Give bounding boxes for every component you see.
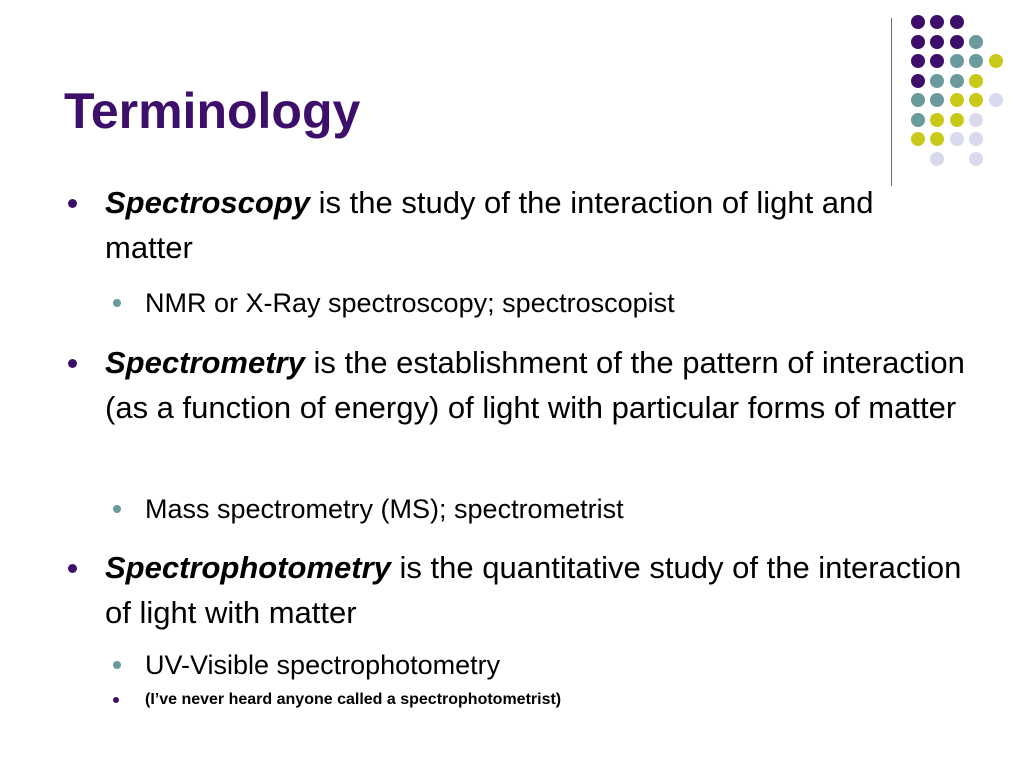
dot (989, 93, 1003, 107)
definition-spectrophotometry: is the quantitative study of the interaction of light with matter (105, 550, 962, 630)
dot (930, 93, 944, 107)
dot (930, 54, 944, 68)
dot (930, 15, 944, 29)
title-divider-line (891, 18, 892, 186)
definition-spectrometry: is the establishment of the pattern of interaction (as a function of energy) of light with particular forms of matter (105, 345, 965, 425)
dot (950, 132, 964, 146)
bullet-spectrometry (105, 340, 965, 430)
sub-bullet-dot (113, 661, 121, 669)
subitem-text: Mass spectrometry (MS); spectrometrist (145, 494, 624, 524)
sub-bullet-dot (113, 697, 119, 703)
subitem-text: NMR or X-Ray spectroscopy; spectroscopist (145, 288, 675, 318)
dot (950, 54, 964, 68)
bullet-dot (68, 564, 77, 573)
dot (911, 113, 925, 127)
dot (950, 93, 964, 107)
dot (989, 54, 1003, 68)
dot (950, 35, 964, 49)
term-spectrometry: Spectrometry (105, 345, 305, 380)
dot (969, 74, 983, 88)
dot (911, 93, 925, 107)
dot (950, 74, 964, 88)
dot (911, 35, 925, 49)
dot (969, 93, 983, 107)
definition-spectroscopy: is the study of the interaction of light and matter (105, 185, 874, 265)
subitem-spectrometry-example (145, 492, 965, 526)
dot (911, 74, 925, 88)
subitem-spectrophotometrist-note (145, 690, 965, 710)
sub-bullet-dot (113, 505, 121, 513)
bullet-dot (68, 199, 77, 208)
note-text: (I’ve never heard anyone called a spectrophotometrist) (145, 691, 562, 708)
dot (911, 54, 925, 68)
sub-bullet-dot (113, 299, 121, 307)
dot (930, 74, 944, 88)
subitem-spectroscopy-example (145, 286, 965, 320)
dot (969, 54, 983, 68)
dot (930, 113, 944, 127)
subitem-text: UV-Visible spectrophotometry (145, 650, 501, 680)
term-spectroscopy: Spectroscopy (105, 185, 311, 220)
dot (930, 35, 944, 49)
dot (950, 113, 964, 127)
subitem-spectrophotometry-example (145, 648, 965, 682)
dot (969, 152, 983, 166)
dot (969, 35, 983, 49)
dot (950, 15, 964, 29)
dot (911, 15, 925, 29)
dot (969, 132, 983, 146)
slide-title: Terminology (64, 83, 361, 139)
bullet-dot (68, 359, 77, 368)
dot (930, 132, 944, 146)
dot (930, 152, 944, 166)
term-spectrophotometry: Spectrophotometry (105, 550, 391, 585)
dot (969, 113, 983, 127)
bullet-spectrophotometry (105, 545, 965, 635)
bullet-spectroscopy (105, 180, 965, 270)
dot (911, 132, 925, 146)
